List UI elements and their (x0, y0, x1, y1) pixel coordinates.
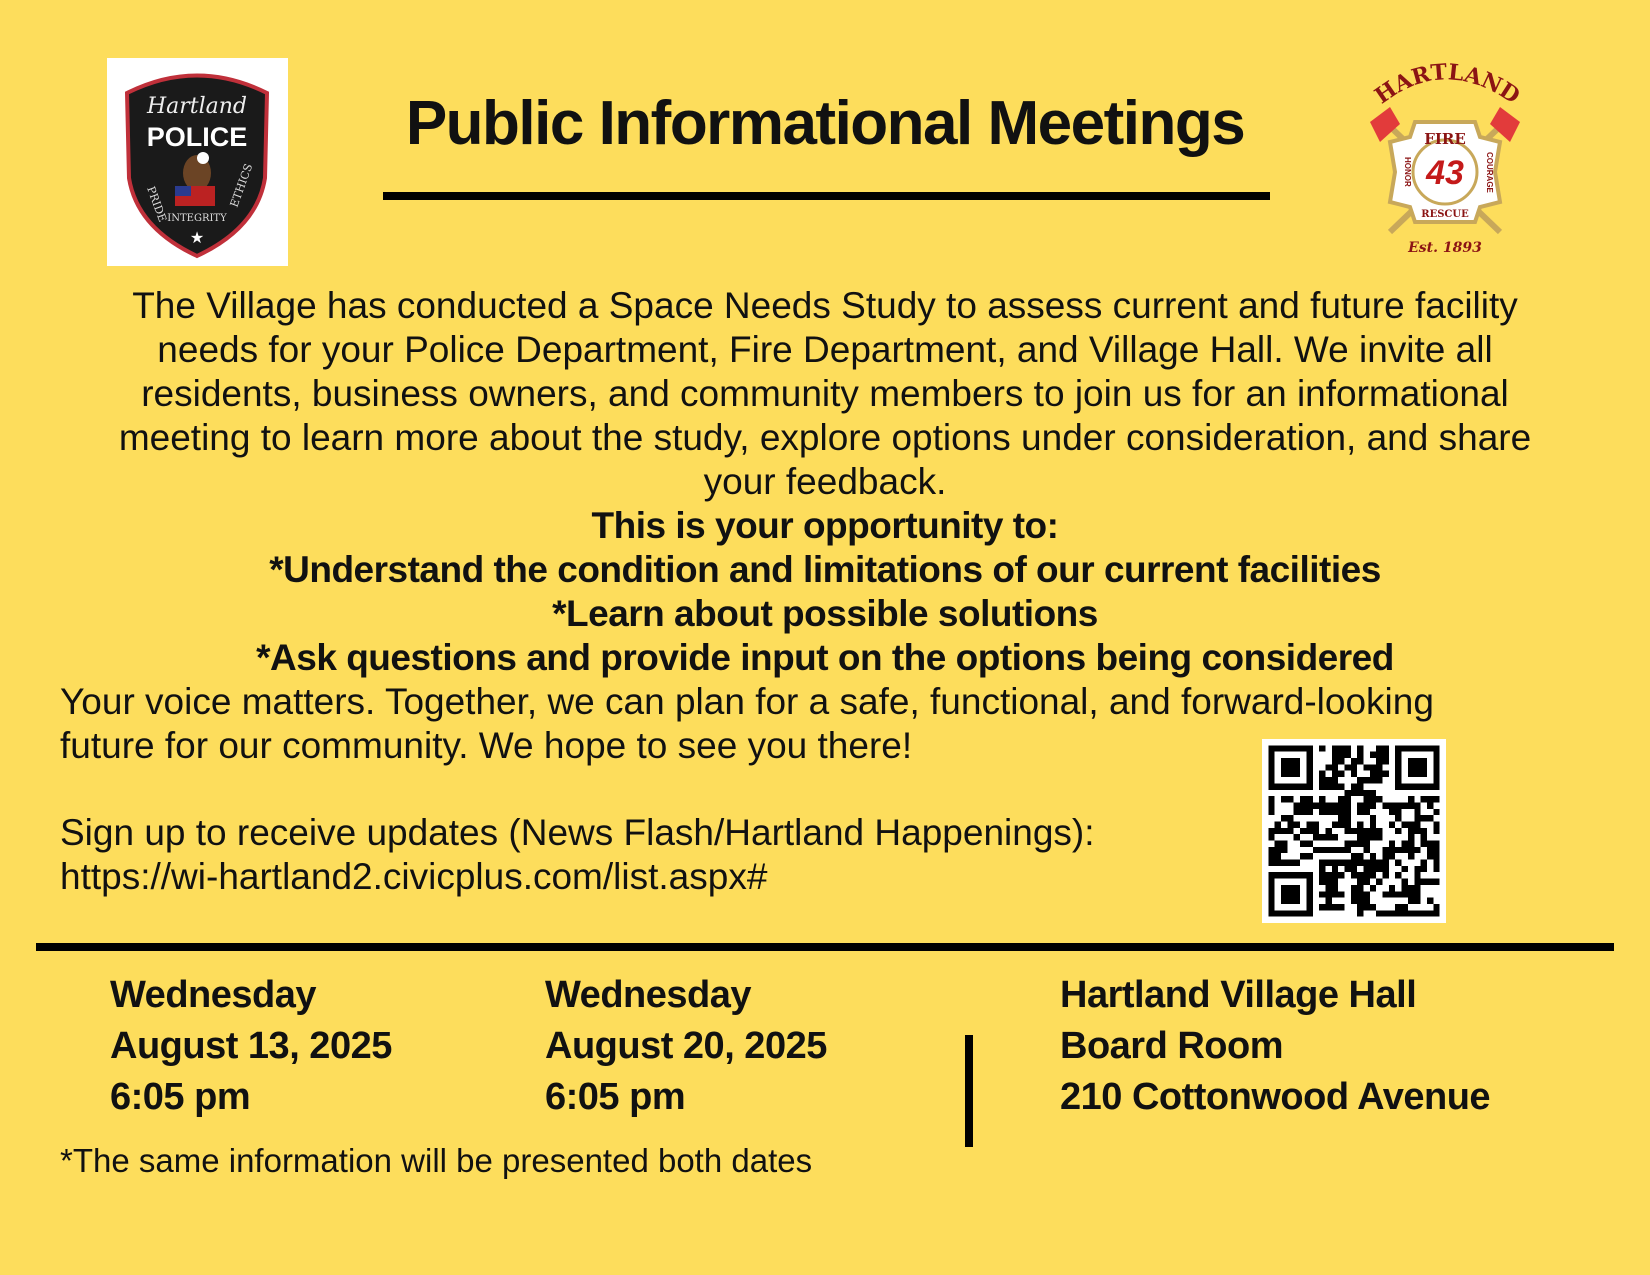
svg-text:PRIDE: PRIDE (144, 184, 170, 224)
venue-room: Board Room (1060, 1025, 1283, 1067)
signup-url[interactable]: https://wi-hartland2.civicplus.com/list.aspx# (60, 856, 768, 897)
intro-line: your feedback. (703, 461, 947, 502)
svg-text:ETHICS: ETHICS (227, 162, 256, 210)
intro-line: meeting to learn more about the study, explore options under consideration, and share (118, 417, 1532, 458)
opportunity-list (50, 504, 1600, 680)
meeting-day: Wednesday (545, 974, 751, 1016)
opportunity-item: *Ask questions and provide input on the options being considered (256, 637, 1394, 678)
meeting-time: 6:05 pm (545, 1076, 686, 1118)
meeting-date-1 (110, 970, 392, 1123)
section-divider (36, 943, 1614, 951)
svg-text:43: 43 (1426, 154, 1464, 192)
svg-text:Hartland: Hartland (146, 94, 248, 119)
signup-label: Sign up to receive updates (News Flash/Hartland Happenings): (60, 812, 1095, 853)
footnote: *The same information will be presented both dates (60, 1142, 813, 1179)
svg-text:HONOR: HONOR (1403, 157, 1412, 187)
fire-department-logo (1355, 62, 1535, 262)
svg-text:FIRE: FIRE (1424, 130, 1466, 148)
page-title: Public Informational Meetings (405, 89, 1245, 158)
signup-section (60, 811, 1095, 899)
venue (1060, 970, 1490, 1123)
title-underline (383, 192, 1270, 200)
svg-text:COURAGE: COURAGE (1485, 152, 1494, 193)
closing-line: Your voice matters. Together, we can plan for a safe, functional, and forward-looking (60, 681, 1434, 722)
meeting-day: Wednesday (110, 974, 316, 1016)
venue-address: 210 Cottonwood Avenue (1060, 1076, 1491, 1118)
svg-text:RESCUE: RESCUE (1421, 209, 1469, 220)
svg-text:POLICE: POLICE (146, 122, 248, 152)
closing-line: future for our community. We hope to see you there! (60, 725, 913, 766)
svg-text:HARTLAND: HARTLAND (1370, 62, 1525, 110)
opportunity-item: *Learn about possible solutions (552, 593, 1098, 634)
intro-line: needs for your Police Department, Fire Department, and Village Hall. We invite all (157, 329, 1493, 370)
intro-paragraph (50, 284, 1600, 504)
meeting-time: 6:05 pm (110, 1076, 251, 1118)
opportunity-heading: This is your opportunity to: (591, 505, 1059, 546)
meeting-date: August 20, 2025 (545, 1025, 827, 1067)
qr-code[interactable] (1262, 739, 1446, 923)
opportunity-item: *Understand the condition and limitations of our current facilities (269, 549, 1381, 590)
svg-text:★: ★ (189, 230, 205, 247)
vertical-divider (965, 1035, 973, 1147)
intro-line: The Village has conducted a Space Needs Study to assess current and future facility (132, 285, 1518, 326)
police-department-logo (107, 58, 288, 266)
meeting-date-2 (545, 970, 827, 1123)
meeting-date: August 13, 2025 (110, 1025, 392, 1067)
svg-text:INTEGRITY: INTEGRITY (167, 213, 227, 224)
intro-line: residents, business owners, and community members to join us for an informational (141, 373, 1509, 414)
svg-text:Est. 1893: Est. 1893 (1408, 240, 1482, 256)
venue-name: Hartland Village Hall (1060, 974, 1417, 1016)
